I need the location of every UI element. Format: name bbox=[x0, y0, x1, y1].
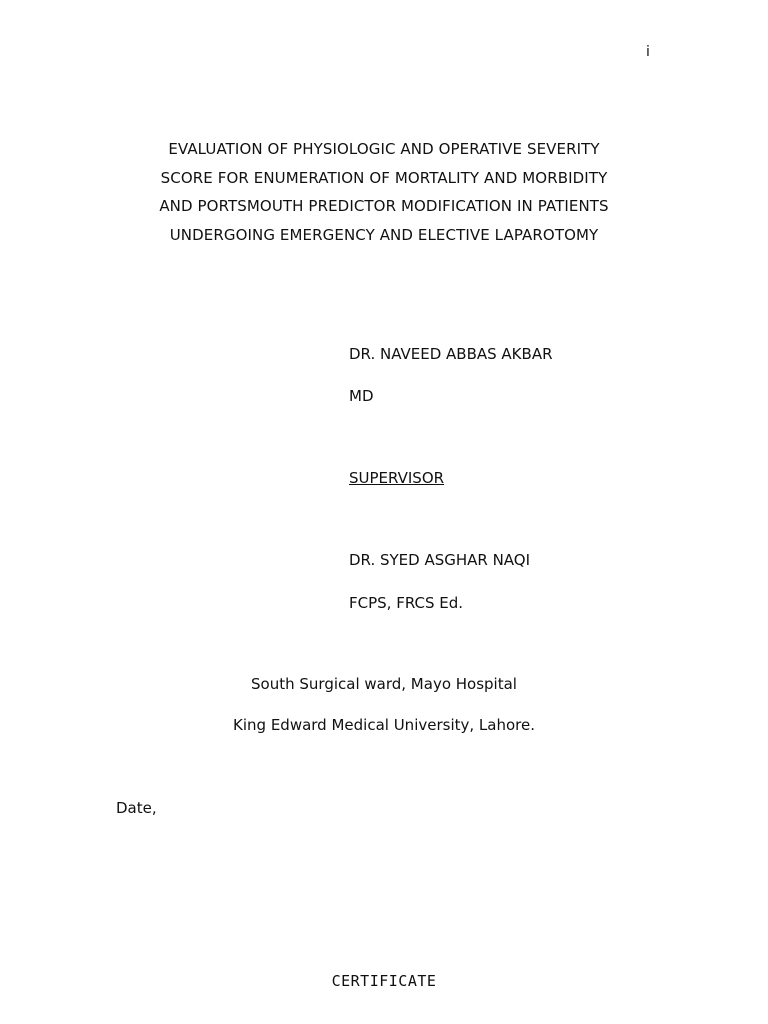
author-degree: MD bbox=[349, 387, 374, 405]
title-line: UNDERGOING EMERGENCY AND ELECTIVE LAPAROTOMY bbox=[169, 226, 599, 245]
certificate-heading: CERTIFICATE bbox=[331, 972, 437, 990]
document-title bbox=[0, 135, 768, 250]
supervisor-heading: SUPERVISOR bbox=[349, 469, 445, 487]
title-line: AND PORTSMOUTH PREDICTOR MODIFICATION IN PATIENTS bbox=[159, 197, 609, 216]
supervisor-name: DR. SYED ASGHAR NAQI bbox=[349, 551, 531, 569]
page-number: i bbox=[646, 44, 650, 60]
author-name: DR. NAVEED ABBAS AKBAR bbox=[349, 345, 553, 363]
institution-ward: South Surgical ward, Mayo Hospital bbox=[251, 675, 517, 693]
date-label: Date, bbox=[116, 799, 157, 817]
title-line: EVALUATION OF PHYSIOLOGIC AND OPERATIVE SEVERITY bbox=[168, 140, 600, 158]
institution-university: King Edward Medical University, Lahore. bbox=[233, 716, 535, 734]
supervisor-credentials: FCPS, FRCS Ed. bbox=[349, 594, 464, 612]
title-line: SCORE FOR ENUMERATION OF MORTALITY AND MORBIDITY bbox=[160, 168, 608, 187]
